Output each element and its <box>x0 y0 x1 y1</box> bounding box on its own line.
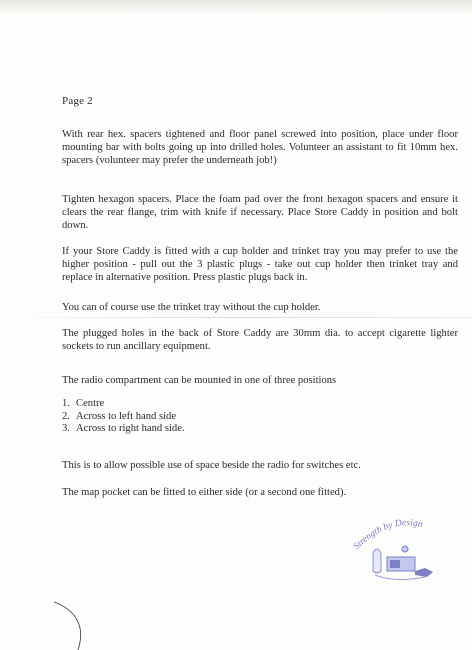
paragraph-text: You can of course use the trinket tray without the cup holder. <box>62 302 321 313</box>
list-text: Centre <box>76 398 105 409</box>
paragraph-text: The plugged holes in the back of Store Caddy are 30mm dia. to accept cigarette lighter sockets to run ancillary equipment. <box>62 328 458 353</box>
paragraph-text: The map pocket can be fitted to either side (or a second one fitted). <box>62 487 347 498</box>
list-text: Across to right hand side. <box>76 423 185 434</box>
paragraph-text: This is to allow possible use of space beside the radio for switches etc. <box>62 460 361 471</box>
paragraph-2 <box>62 193 458 233</box>
pen-stroke-mark <box>50 600 90 650</box>
paragraph-5 <box>62 327 458 353</box>
paragraph-text: With rear hex. spacers tightened and floor panel screwed into position, place under floor mounting bar with bolts going up into drilled holes. Volunteer an assistant to fit 10mm hex. spacers (volunteer may prefer the underneath job!) <box>62 129 458 167</box>
stamp-logo-text: Strength by Design <box>352 518 424 553</box>
paragraph-text: Tighten hexagon spacers. Place the foam pad over the front hexagon spacers and ensure it clears the rear flange, trim with knife if necessary. Place Store Caddy in position and bolt down. <box>62 194 458 232</box>
stamp-figure-icon <box>373 546 433 580</box>
strength-by-design-stamp <box>345 505 455 600</box>
scan-fold-line <box>0 317 472 318</box>
list-number: 2. <box>62 410 70 422</box>
list-item <box>62 411 362 424</box>
page-number: Page 2 <box>62 95 93 107</box>
paragraph-6 <box>62 374 458 387</box>
list-number: 1. <box>62 398 70 409</box>
paragraph-8 <box>62 486 458 499</box>
paragraph-3 <box>62 245 458 285</box>
paragraph-7 <box>62 459 458 472</box>
list-item <box>62 423 362 436</box>
paragraph-4 <box>62 301 458 314</box>
list-number: 3. <box>62 423 70 434</box>
positions-list <box>62 398 362 436</box>
paragraph-text: If your Store Caddy is fitted with a cup holder and trinket tray you may prefer to use the higher position - pull out the 3 plastic plugs - take out cup holder then trinket tray and replace in alternative position. Press plastic plugs back in. <box>62 246 458 284</box>
list-text: Across to left hand side <box>76 410 177 422</box>
paragraph-1 <box>62 128 458 168</box>
scan-edge <box>0 0 472 14</box>
paragraph-text: The radio compartment can be mounted in one of three positions <box>62 375 337 386</box>
list-item <box>62 398 362 411</box>
